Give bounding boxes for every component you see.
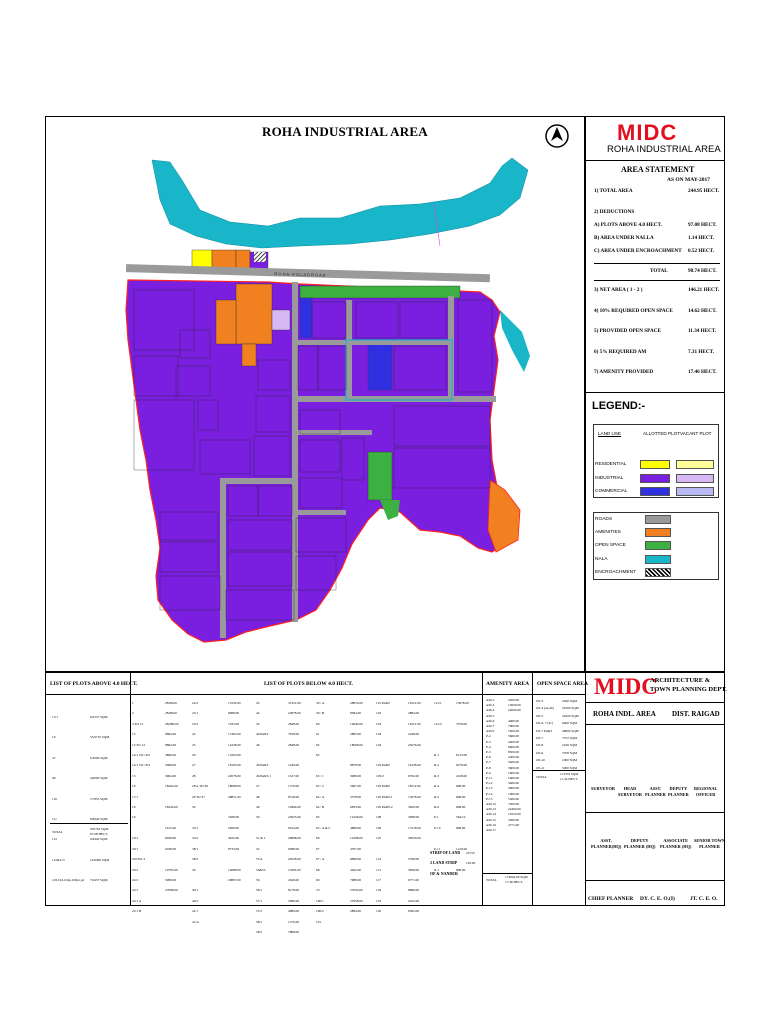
amenity-total-label: TOTAL [486, 878, 497, 882]
strip-of-land-values: 23710 193.00 [466, 851, 476, 866]
area-statement-row [594, 222, 720, 228]
plots-below-col-f: 31321.00 22878.00 2848.00 7818.00 2848.00 1446.00 1617.00 1576.00 8518.00 12894.00 22923.00 6524.00 26898.00 9388.00 20228.00 11893.00 2049.00 8178.00 5089.00 4089.00 1279.00 7888.00 [288, 701, 301, 934]
plots-below-col-l: 13978.00 7078.00 8133.00 9278.00 2228.00 698.00 698.00 698.00 5641.9 698.00 1216.00 808.00 [456, 701, 469, 872]
north-arrow-icon [544, 123, 570, 149]
legend-item-label: ENCROACHMENT [595, 570, 637, 575]
signature-label: CHIEF PLANNER [588, 896, 634, 902]
area-name: ROHA INDL. AREA [593, 710, 656, 718]
plots-above-total-value: 970763 SQM 97.08 HECT. [90, 827, 109, 836]
area-statement-value: 1.14 HECT. [688, 235, 714, 241]
area-statement-row [594, 188, 720, 194]
legend-swatch-allotted [640, 460, 670, 469]
signature-label: ASST. PLANNER [645, 786, 666, 797]
area-statement-label: C) AREA UNDER ENCROACHMENT [594, 248, 682, 254]
strip-of-land-label: STRIP OF LAND 2 LAND STRIP OF & NANDER [430, 850, 461, 876]
area-statement-value: 14.62 HECT. [688, 308, 717, 314]
area-statement-label: 5) PROVIDED OPEN SPACE [594, 328, 661, 334]
area-statement-title: AREA STATEMENT [621, 165, 695, 174]
plots-below-col-i: 101 PART 102 103 104 104 104 PART 105/2 105 PART 105 PART-1 105 PART-2 108 109 110 114 115 117 118 119 120 [376, 701, 393, 914]
area-statement-row [594, 369, 720, 375]
divider [532, 770, 585, 771]
divider [585, 160, 725, 161]
district-name: DIST. RAIGAD [672, 710, 720, 718]
plots-below-col-k: 121/1 121/2 R-1 R-2 R-3 R-4 R-5 R-6 P-1 P-10 P-11 X-1 [434, 701, 442, 872]
midc-logo-bottom: MIDC [594, 674, 658, 699]
legend-swatch [645, 528, 671, 537]
area-statement-row [594, 248, 720, 254]
area-statement-value: 244.95 HECT. [688, 188, 720, 194]
plots-below-col-d: 13332.00 6998.00 7183.00 17463.00 12228.00 15263.00 18193.00 22076.00 18088.00 28851.00 7628.00 5828.00 4632.00 8733.00 14688.00 29897.00 [228, 701, 241, 882]
legend-col-allotted: ALLOTTED PLOT [643, 431, 681, 436]
open-space-header: OPEN SPACE AREA [537, 681, 588, 687]
legend-land-use-label: COMMERCIAL [595, 489, 628, 494]
signature-label: ASSOCIATE PLANNER (HQ) [660, 838, 692, 849]
plots-above-areas: 6,0537 SQM 53,9710 SQM 6,3000 SQM 4,8000 SQM 5,7853 SQM 8,8640 SQM 9,8440 SQM 16,9490 SQM 7,0437 SQM [90, 715, 110, 883]
area-statement-label: 2) DEDUCTIONS [594, 209, 635, 215]
legend-swatch-vacant [676, 474, 714, 483]
divider [130, 672, 131, 906]
amenity-total-value: 174644.00 SQM 17.46 HECT. [505, 875, 528, 884]
plots-below-col-e: 43 44 45 46 PART 46 46 PART 46 PART-1 47 48 49 50 51 & 1 52 53 A 54&55 56 56/1 57/1 57/2 58/1 58/2 [256, 701, 271, 934]
area-statement-row [594, 328, 720, 334]
area-statement-value: 98.74 HECT. [688, 268, 717, 274]
divider [585, 880, 725, 881]
legend-item-label: AMENITIES [595, 530, 621, 535]
legend-land-use-label: INDUSTRIAL [595, 476, 624, 481]
area-statement-row [594, 209, 720, 215]
open-space-list-areas: 2040 SQM 29100 SQM 29420 SQM 6400 SQM 28000 SQM 7372 SQM 2246 SQM 7058 SQM 1000 SQM 5000 SQM [562, 699, 579, 770]
legend-swatch-allotted [640, 474, 670, 483]
legend-item-label: ROADS [595, 517, 613, 522]
legend-swatch [645, 541, 671, 550]
amenity-list-ids: AM-2 AM-3 AM-4 AM-5 AM-6 AM-7 AM-9 P-2 P-3 P-4 P-5 P-6 P-7 P-8 P-9 P-11 P-12 P-13 P-14 P-15 AM-12 AM-13 AM-14 AM-15 AM-16 AM-17 [486, 698, 496, 833]
legend-land-use-label: RESIDENTIAL [595, 462, 627, 467]
area-statement-row [594, 349, 720, 355]
map-title: ROHA INDUSTRIAL AREA [262, 124, 428, 139]
signature-label: SURVEYOR [591, 786, 615, 791]
legend-swatch [645, 568, 671, 577]
legend-item-label: NALA [595, 557, 608, 562]
open-space [300, 286, 460, 298]
signature-label: DEPUTY PLANNER (HQ) [624, 838, 656, 849]
logo-subtitle: ROHA INDUSTRIAL AREA [607, 144, 721, 155]
legend-item-label: OPEN SPACE [595, 543, 626, 548]
legend-swatch [645, 555, 671, 564]
industrial-zone [126, 280, 518, 642]
divider [594, 263, 720, 264]
plots-above-numbers: 13/1 16 47 99 110 111 112 112&113 103,104,104p,100p1,p2 [52, 715, 85, 883]
amenity-block [236, 284, 272, 344]
area-statement-value: 146.21 HECT. [688, 287, 720, 293]
signature-label: SENIOR TOWN PLANNER [694, 838, 726, 849]
area-statement-label: 6) 5% REQUIRED AM [594, 349, 647, 355]
top-road-label: R O H A - K O L A D R O A D [274, 271, 326, 278]
area-statement-row [594, 308, 720, 314]
signature-label: ASST. PLANNER(HQ) [591, 838, 622, 849]
signature-label: JT. C. E. O. [690, 896, 718, 902]
area-statement-label: 1) TOTAL AREA [594, 188, 633, 194]
vacant-plot [272, 310, 290, 330]
plots-below-header: LIST OF PLOTS BELOW 4.0 HECT. [264, 681, 353, 687]
legend-swatch-allotted [640, 487, 670, 496]
open-space-list-ids: OS-3 OS-4 (4a,4b) OS-5 OS-6, 7 (4c) OS-7 PART OS-7 OS-8 OS-9 OS-10 OS-11 [536, 699, 554, 770]
area-statement-label: 3) NET AREA ( 1 - 2 ) [594, 287, 643, 293]
area-statement-label: 7) AMENITY PROVIDED [594, 369, 654, 375]
area-statement-value: 17.46 HECT. [688, 369, 717, 375]
legend-col-vacant: VACANT PLOT [680, 431, 712, 436]
amenity-list-areas: 2200.00 14959.00 22000.00 4000.00 7600.00 7400.00 5660.00 2400.00 6600.00 8500.00 2400.00 5400.00 3600.00 1600.00 1600.00 3400.00 4000.00 1000.00 5300.00 7500.00 22400.00 16310.00 5360.00 4771.00 [508, 698, 521, 827]
midc-logo: MIDC [617, 120, 678, 145]
legend-swatch-vacant [676, 487, 714, 496]
area-statement-label: B) AREA UNDER NALLA [594, 235, 654, 241]
area-statement-value: 7.31 HECT. [688, 349, 714, 355]
legend-title: LEGEND:- [592, 400, 646, 412]
divider [45, 694, 585, 695]
signature-label: REGIONAL OFFICER [694, 786, 718, 797]
divider [594, 280, 720, 281]
amenity-header: AMENITY AREA [486, 681, 530, 687]
open-space-total-value: 113379 SQM 11.34 HECT. [560, 772, 579, 781]
area-statement-row [594, 268, 720, 274]
department-name: ARCHITECTURE & TOWN PLANNING DEPT. [650, 677, 727, 693]
area-statement-value: 0.52 HECT. [688, 248, 714, 254]
plots-below-col-g: 59 / A 59 / B 60 61 62 63 63 / 1 63 / 2 64 / A 64 / B 65 65 / A & C 66 67 67 / A 68 69 70 100/1 100/2 101 [316, 701, 331, 924]
divider [585, 672, 586, 906]
plots-below-col-b: 28,88.00 28,88.00 28,880.00 9864.00 9864.00 4896.00 3968.00 3964.00 18264.00 18324.00 1615.00 6028.00 9188.00 19795.00 5998.00 27998.00 [165, 701, 179, 893]
area-statement-label: A) PLOTS ABOVE 4.0 HECT. [594, 222, 662, 228]
plots-above-header: LIST OF PLOTS ABOVE 4.0 HECT. [50, 681, 138, 687]
area-statement-label: 4) 10% REQUIRED OPEN SPACE [594, 308, 673, 314]
plots-below-col-a: 1 2 3 TO 12 13 13 TO 14 14/1 TO 10/2 14/1 TO 10/3 15 16 17/1 18 19 19/1 20/1 20/OSL 2 20/2 22/2 22/1 22/1 A 22/1 B [132, 701, 151, 914]
divider [482, 672, 483, 906]
divider [50, 823, 128, 824]
divider [532, 672, 533, 906]
area-statement-label: TOTAL [650, 268, 668, 274]
area-statement-row [594, 287, 720, 293]
plots-below-col-j: 18112.00 2884.00 18112.00 2248.00 26276.00 16128.00 6792.00 18512.00 13078.00 3920.00 3998.00 17218.00 28250.00 5798.00 5858.00 6771.00 8898.00 2425.00 6592.00 [408, 701, 421, 914]
open-space-total-label: TOTAL [536, 775, 547, 779]
nala-river [152, 158, 528, 248]
signature-label: HEAD SURVEYOR [618, 786, 642, 797]
plots-below-col-h: 28810.00 8384.00 12840.00 2885.00 18008.00 8878.00 3998.00 3667.00 3378.00 6833.00 12239.00 4868.00 12298.00 4767.00 8898.00 4262.00 7688.00 27020.00 27658.00 2884.00 [350, 701, 363, 914]
area-statement-value: 97.08 HECT. [688, 222, 717, 228]
plots-below-col-c: 22/2 23/1 23/2 24 25 26 27 28 28 A TO 38 28 TO 37 30 33/1 33/2 38/1 38/2 39 40/1 40/2 41/1 41/A [192, 701, 208, 924]
legend-col-land-use: LAND USE [598, 431, 621, 436]
area-statement-value: 11.34 HECT. [688, 328, 717, 334]
signature-label: DY. C. E. O.(I) [640, 896, 675, 902]
plots-above-total-label: TOTAL [52, 830, 63, 834]
divider [585, 812, 725, 813]
divider [585, 702, 725, 703]
legend-swatch-vacant [676, 460, 714, 469]
divider [585, 392, 725, 393]
area-statement-row [594, 235, 720, 241]
signature-label: DEPUTY PLANNER [668, 786, 689, 797]
divider [585, 724, 725, 725]
legend-swatch [645, 515, 671, 524]
area-statement-date: AS ON MAY-2017 [667, 177, 710, 183]
divider [482, 873, 532, 874]
